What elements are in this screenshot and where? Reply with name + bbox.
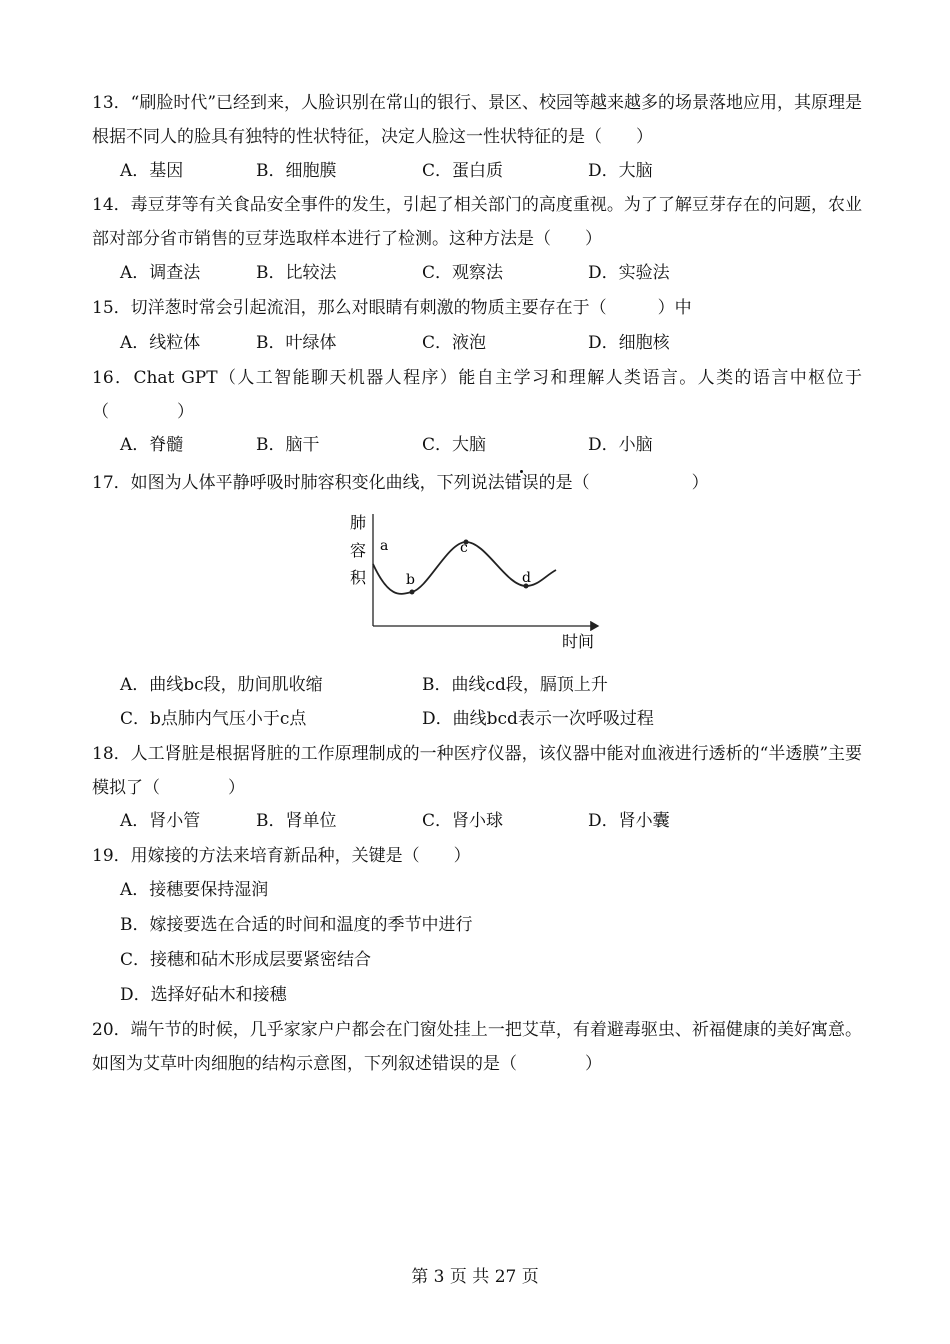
point-d-label: d: [522, 570, 531, 586]
y-axis-label-3: 积: [350, 568, 367, 587]
option-a[interactable]: A．脊髓: [120, 435, 184, 455]
option-b[interactable]: B．曲线cd段，膈顶上升: [422, 675, 608, 695]
question-17-text-before: 17．如图为人体平静呼吸时肺容积变化曲线，下列说法: [92, 473, 505, 493]
question-15: 15．切洋葱时常会引起流泪，那么对眼睛有刺激的物质主要存在于（ ）中: [92, 298, 692, 318]
option-b[interactable]: B．肾单位: [256, 811, 337, 831]
option-c[interactable]: C．大脑: [422, 435, 487, 455]
option-a[interactable]: A．曲线bc段，肋间肌收缩: [120, 675, 323, 695]
option-c[interactable]: C．观察法: [422, 263, 504, 283]
question-17-text-after: 的是（ ）: [538, 473, 709, 493]
point-a-label: a: [380, 538, 389, 554]
option-c[interactable]: C．蛋白质: [422, 161, 504, 181]
option-d[interactable]: D．选择好砧木和接穗: [120, 985, 287, 1005]
option-d[interactable]: D．大脑: [588, 161, 653, 181]
x-axis-label: 时间: [562, 632, 595, 651]
question-17-options-row2: [120, 702, 860, 736]
option-b[interactable]: B．脑干: [256, 435, 320, 455]
question-14-options: [120, 256, 860, 290]
question-17-options-row1: [120, 668, 860, 702]
option-b[interactable]: B．嫁接要选在合适的时间和温度的季节中进行: [120, 915, 473, 935]
y-axis-label-1: 肺: [350, 513, 367, 532]
option-c[interactable]: C．b点肺内气压小于c点: [120, 709, 307, 729]
point-b-label: b: [406, 572, 415, 588]
page-footer: 第 3 页 共 27 页: [411, 1267, 539, 1287]
option-b[interactable]: B．比较法: [256, 263, 337, 283]
option-c[interactable]: C．肾小球: [422, 811, 504, 831]
option-b[interactable]: B．细胞膜: [256, 161, 337, 181]
question-14: 14．毒豆芽等有关食品安全事件的发生，引起了相关部门的高度重视。为了了解豆芽存在的问题，农业部对部分省市销售的豆芽选取样本进行了检测。这种方法是（ ）: [92, 195, 862, 249]
question-16-options: [120, 428, 860, 462]
question-18-options: [120, 804, 860, 838]
emphasis-error: 错误: [504, 473, 539, 493]
option-c[interactable]: C．液泡: [422, 333, 487, 353]
question-20: 20．端午节的时候，几乎家家户户都会在门窗处挂上一把艾草，有着避毒驱虫、祈福健康的美好寓意。如图为艾草叶肉细胞的结构示意图，下列叙述错误的是（ ）: [92, 1020, 862, 1074]
question-17: [92, 466, 862, 500]
question-13-options: [120, 154, 860, 188]
question-18: 18．人工肾脏是根据肾脏的工作原理制成的一种医疗仪器，该仪器中能对血液进行透析的“半透膜”主要模拟了（ ）: [92, 744, 863, 798]
option-d[interactable]: D．小脑: [588, 435, 653, 455]
option-d[interactable]: D．实验法: [588, 263, 670, 283]
y-axis-label-2: 容: [350, 541, 367, 560]
question-19: 19．用嫁接的方法来培育新品种，关键是（ ）: [92, 846, 471, 866]
point-c-label: c: [460, 540, 468, 556]
option-d[interactable]: D．曲线bcd表示一次呼吸过程: [422, 709, 654, 729]
option-a[interactable]: A．接穗要保持湿润: [120, 880, 269, 900]
option-c[interactable]: C．接穗和砧木形成层要紧密结合: [120, 950, 372, 970]
option-b[interactable]: B．叶绿体: [256, 333, 337, 353]
option-d[interactable]: D．细胞核: [588, 333, 670, 353]
question-15-options: [120, 326, 860, 360]
option-a[interactable]: A．基因: [120, 161, 184, 181]
option-a[interactable]: A．线粒体: [120, 333, 201, 353]
option-a[interactable]: A．调查法: [120, 263, 201, 283]
option-a[interactable]: A．肾小管: [120, 811, 201, 831]
lung-volume-figure: [340, 506, 610, 654]
point-b-marker: [410, 590, 415, 595]
question-16: 16．Chat GPT（人工智能聊天机器人程序）能自主学习和理解人类语言。人类的语言中枢位于（ ）: [92, 368, 862, 422]
question-13: 13．“刷脸时代”已经到来，人脸识别在常山的银行、景区、校园等越来越多的场景落地应用，其原理是根据不同人的脸具有独特的性状特征，决定人脸这一性状特征的是（ ）: [92, 93, 863, 147]
option-d[interactable]: D．肾小囊: [588, 811, 670, 831]
